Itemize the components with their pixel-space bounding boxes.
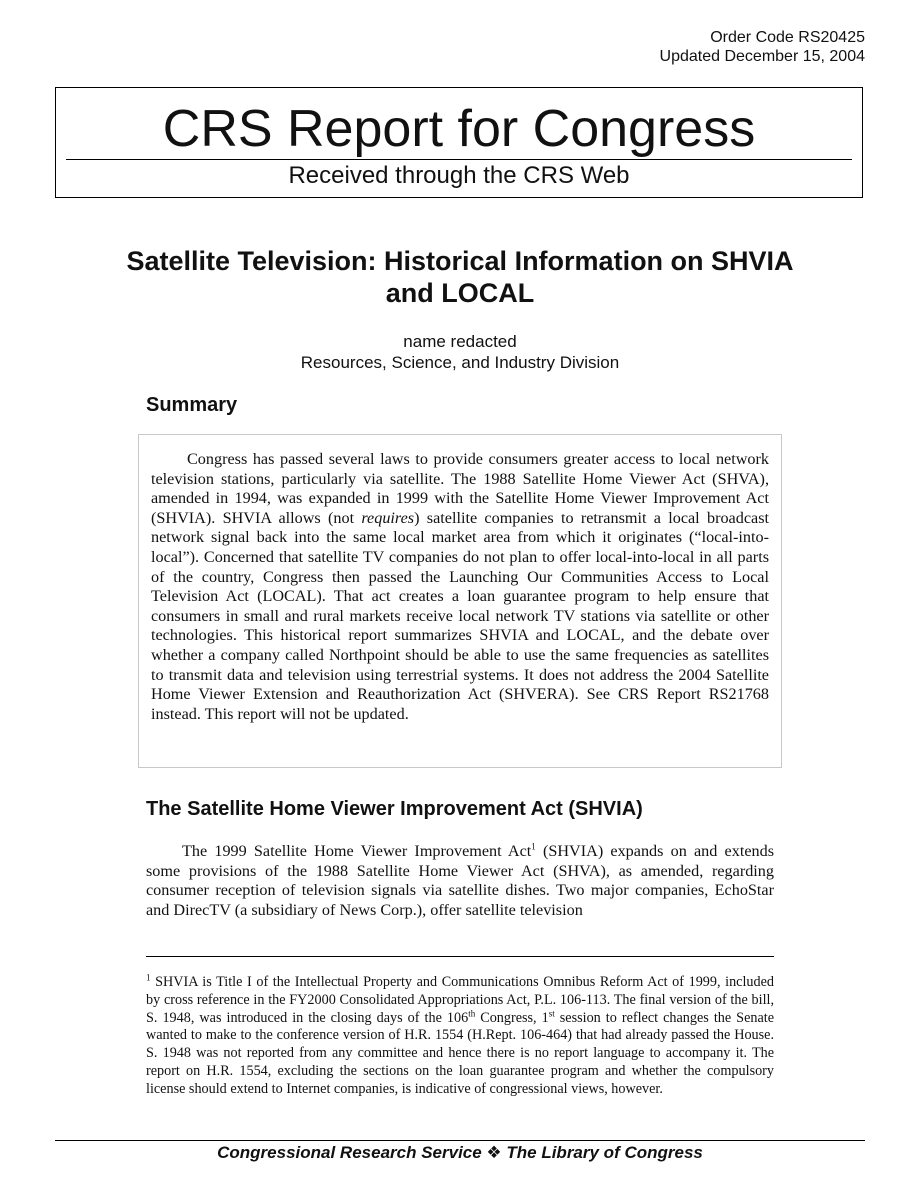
order-info — [660, 28, 865, 66]
page-footer: Congressional Research Service ❖ The Library of Congress — [217, 1143, 703, 1162]
author-name: name redacted — [403, 332, 517, 351]
summary-heading: Summary — [146, 394, 238, 416]
summary-text-part1: Congress has passed several laws to provide consumers greater access to local network television stations, particularly via satellite. The 1988 Satellite Home Viewer Act (SHVA), amended in 1994, was expanded in 1999 with the Satellite Home Viewer Improvement Act (SHVIA). SHVIA allows (not — [151, 450, 769, 527]
footnote-mark: 1 — [146, 972, 151, 983]
author-block — [0, 331, 920, 373]
section-text-part1: The 1999 Satellite Home Viewer Improvement Act — [182, 842, 532, 860]
summary-paragraph — [151, 450, 769, 724]
footnote-text-part2: Congress, 1 — [475, 1009, 549, 1026]
section-paragraph — [146, 842, 774, 920]
footer-divider — [55, 1140, 865, 1141]
updated-date: Updated December 15, 2004 — [659, 48, 865, 65]
banner-title: CRS Report for Congress — [162, 100, 756, 158]
banner-subtitle: Received through the CRS Web — [288, 162, 630, 189]
footnote-text-part1: SHVIA is Title I of the Intellectual Property and Communications Omnibus Reform Act of 1999, included by cross reference in the FY2000 Consolidated Appropriations Act, P.L. 106-113. The final version of the bill, S. 1948, was introduced in the closing days of the 106 — [146, 974, 774, 1026]
author-division: Resources, Science, and Industry Division — [300, 353, 620, 372]
section-heading: The Satellite Home Viewer Improvement Act (SHVIA) — [146, 798, 643, 820]
footnote-ordinal-th: th — [468, 1007, 476, 1018]
summary-box — [138, 434, 782, 768]
footnote-divider — [146, 956, 774, 957]
footnote-text-part3: session to reflect changes the Senate wanted to make to the conference version of H.R. 1554 (H.Rept. 106-464) that had already passed the House. S. 1948 was not reported from any committee and hence there is no report language to accompany it. The report on H.R. 1554, excluding the sections on the loan guarantee program and whether the compulsory license should extend to Internet companies, is indicative of congressional views, however. — [146, 1009, 775, 1097]
crs-banner — [55, 87, 863, 198]
footnote — [146, 974, 774, 1099]
summary-emphasis: requires — [361, 508, 415, 527]
banner-divider — [66, 159, 852, 160]
section-text-part2: (SHVIA) expands on and extends some provisions of the 1988 Satellite Home Viewer Act (SHVA), as amended, regarding consumer reception of television signals via satellite dishes. Two major companies, EchoStar and DirecTV (a subsidiary of News Corp.), offer satellite television — [146, 842, 775, 919]
footnote-reference[interactable]: 1 — [531, 841, 536, 852]
order-code: Order Code RS20425 — [710, 29, 865, 46]
report-title: Satellite Television: Historical Information on SHVIA and LOCAL — [126, 246, 794, 308]
footnote-ordinal-st: st — [548, 1007, 555, 1018]
summary-text-part2: ) satellite companies to retransmit a local broadcast network signal back into the same local market area from which it originates (“local-into-local”). Concerned that satellite TV companies do not plan to offer local-into-local in all parts of the country, Congress then passed the Launching Our Communities Access to Local Television Act (LOCAL). That act creates a loan guarantee program to help ensure that consumers in small and rural markets receive local network TV stations via satellite or other technologies. This historical report summarizes SHVIA and LOCAL, and the debate over whether a company called Northpoint should be able to use the same frequencies as satellites to transmit data and television using terrestrial systems. It does not address the 2004 Satellite Home Viewer Extension and Reauthorization Act (SHVERA). See CRS Report RS21768 instead. This report will not be updated. — [151, 508, 769, 723]
